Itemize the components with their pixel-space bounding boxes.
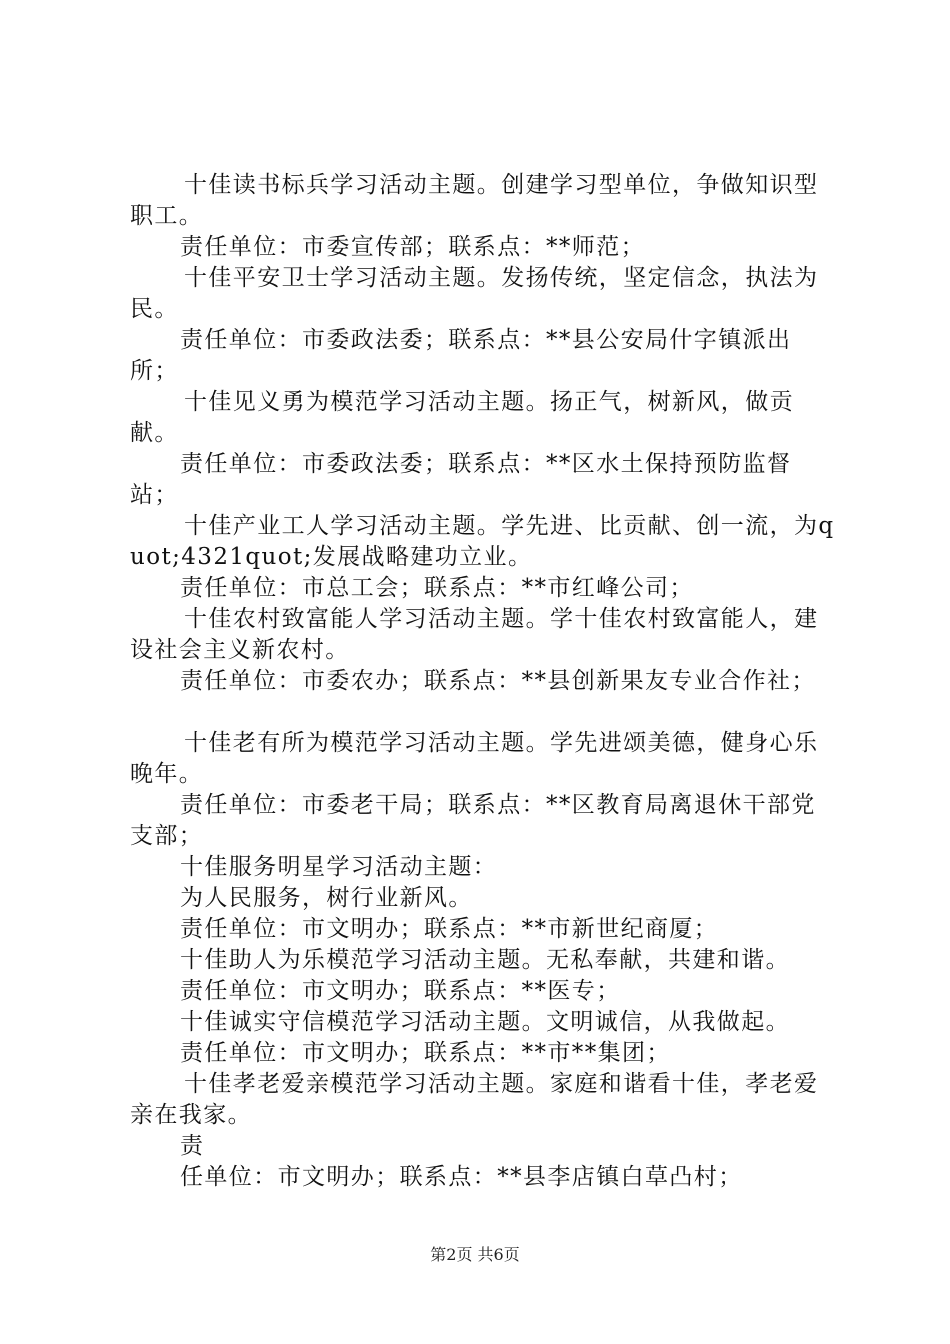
- paragraph-responsibility: 责任单位：市文明办；联系点：**市**集团；: [180, 1040, 671, 1066]
- paragraph-responsibility: 责任单位：市委政法委；联系点：**区水土保持预防监督站；: [130, 451, 792, 508]
- paragraph-service-star: 十佳服务明星学习活动主题：: [180, 854, 498, 880]
- document-body: [130, 170, 840, 1193]
- paragraph-responsibility: 责任单位：市委政法委；联系点：**县公安局什字镇派出所；: [130, 327, 792, 384]
- paragraph-rural-entrepreneur: 十佳农村致富能人学习活动主题。学十佳农村致富能人，建设社会主义新农村。: [130, 606, 819, 663]
- paragraph-responsibility: 责任单位：市总工会；联系点：**市红峰公司；: [180, 575, 694, 601]
- paragraph-responsibility: 责任单位：市文明办；联系点：**市新世纪商厦；: [180, 916, 719, 942]
- paragraph-responsibility: 责任单位：市委农办；联系点：**县创新果友专业合作社；: [180, 668, 816, 694]
- paragraph-bravery-model: 十佳见义勇为模范学习活动主题。扬正气，树新风，做贡献。: [130, 389, 794, 446]
- paragraph-helping-model: 十佳助人为乐模范学习活动主题。无私奉献，共建和谐。: [180, 947, 790, 973]
- paragraph-responsibility: 责任单位：市委宣传部；联系点：**师范；: [180, 234, 645, 260]
- paragraph-honesty-model: 十佳诚实守信模范学习活动主题。文明诚信，从我做起。: [180, 1009, 790, 1035]
- paragraph-responsibility-fragment: 责: [180, 1133, 205, 1159]
- paragraph-service-star-theme: 为人民服务，树行业新风。: [180, 885, 473, 911]
- page-number-footer: 第2页 共6页: [430, 1245, 520, 1264]
- paragraph-reading-model: 十佳读书标兵学习活动主题。创建学习型单位，争做知识型职工。: [130, 172, 819, 229]
- paragraph-filial-model: 十佳孝老爱亲模范学习活动主题。家庭和谐看十佳，孝老爱亲在我家。: [130, 1071, 819, 1128]
- paragraph-responsibility: 责任单位：市委老干局；联系点：**区教育局离退休干部党支部；: [130, 792, 816, 849]
- paragraph-safety-guard: 十佳平安卫士学习活动主题。发扬传统，坚定信念，执法为民。: [130, 265, 819, 322]
- paragraph-responsibility: 任单位：市文明办；联系点：**县李店镇白草凸村；: [180, 1164, 743, 1190]
- paragraph-industrial-worker: 十佳产业工人学习活动主题。学先进、比贡献、创一流，为quot;4321quot;发展战略建功立业。: [130, 513, 835, 570]
- paragraph-responsibility: 责任单位：市文明办；联系点：**医专；: [180, 978, 621, 1004]
- paragraph-elderly-model: 十佳老有所为模范学习活动主题。学先进颂美德，健身心乐晚年。: [130, 730, 819, 787]
